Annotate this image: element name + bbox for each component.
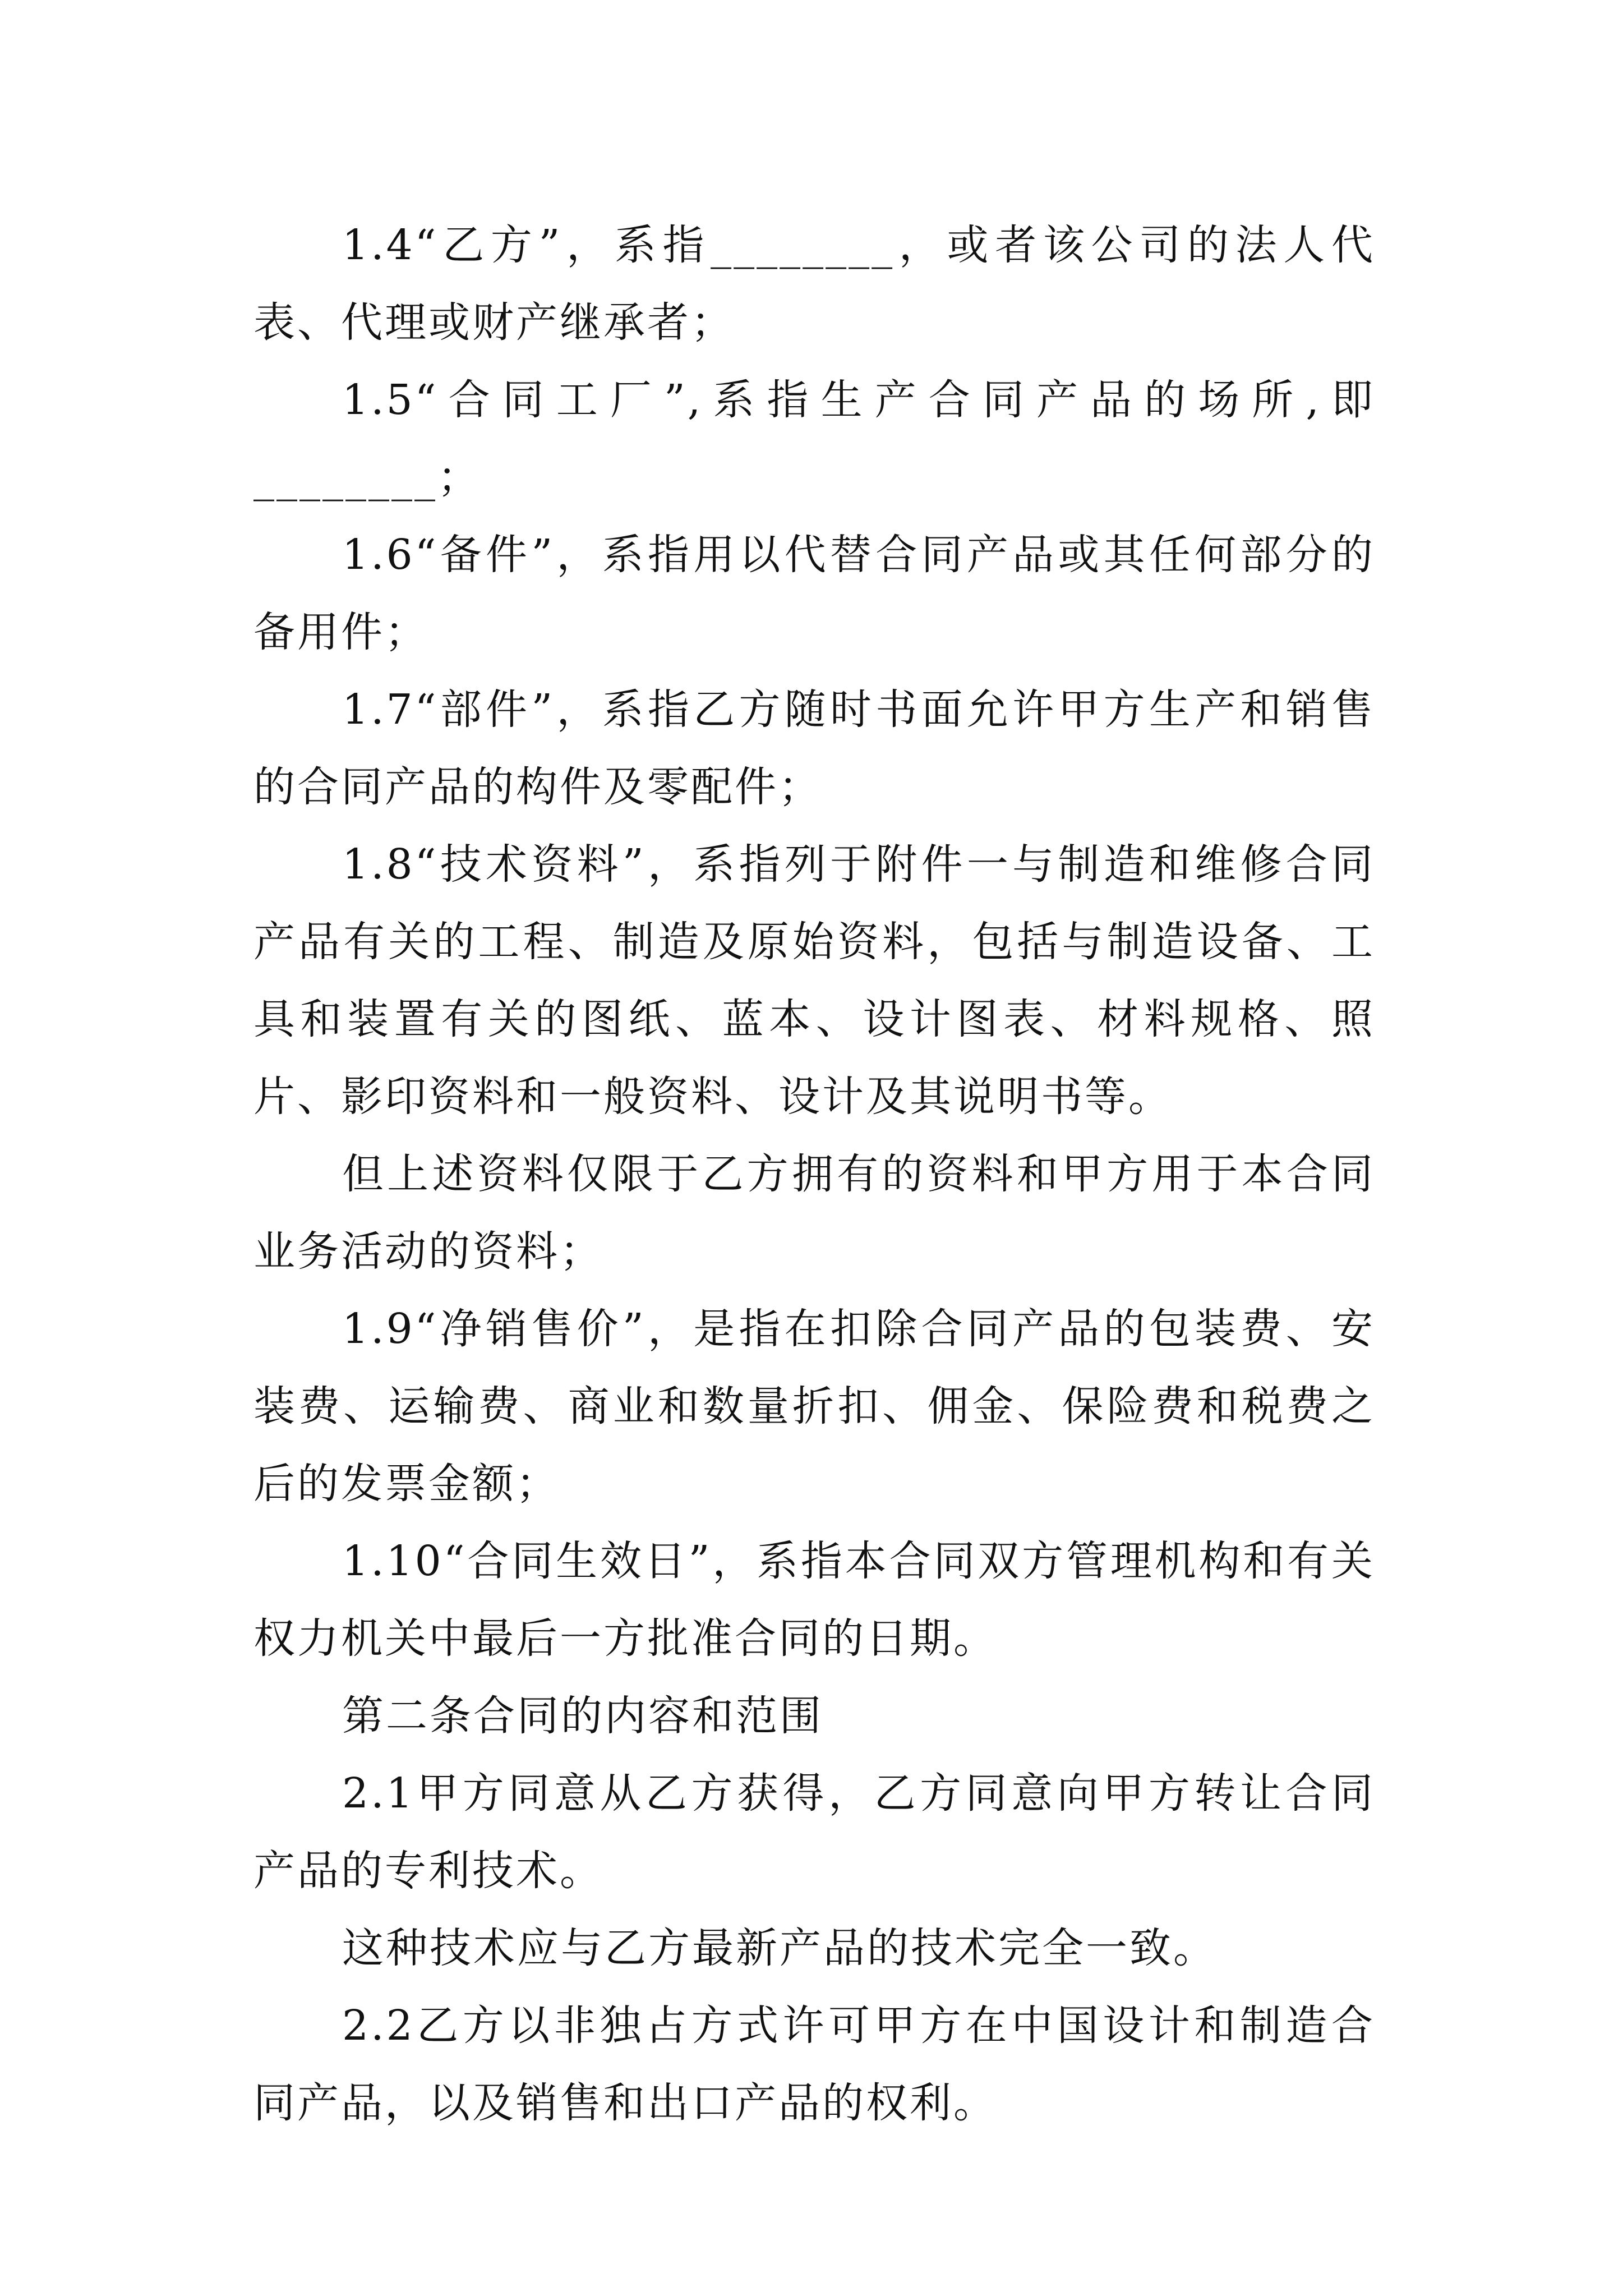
document-body — [253, 206, 1375, 2142]
clause-2-1: 2.1甲方同意从乙方获得，乙方同意向甲方转让合同产品的专利技术。 — [253, 1769, 1375, 1895]
clause-1-5: 1.5“合同工厂”,系指生产合同产品的场所,即________； — [253, 376, 1375, 501]
clause-1-8-note: 但上述资料仅限于乙方拥有的资料和甲方用于本合同业务活动的资料； — [253, 1150, 1375, 1276]
clause-2-1-note: 这种技术应与乙方最新产品的技术完全一致。 — [342, 1924, 1217, 1972]
clause-1-8: 1.8“技术资料”，系指列于附件一与制造和维修合同产品有关的工程、制造及原始资料，包括与制造设备、工具和装置有关的图纸、蓝本、设计图表、材料规格、照片、影印资料和一般资料、设计及其说明书等。 — [253, 840, 1375, 1121]
clause-2-2: 2.2乙方以非独占方式许可甲方在中国设计和制造合同产品，以及销售和出口产品的权利。 — [253, 2001, 1375, 2127]
clause-1-7: 1.7“部件”，系指乙方随时书面允许甲方生产和销售的合同产品的构件及零配件； — [253, 685, 1375, 811]
clause-1-6: 1.6“备件”，系指用以代替合同产品或其任何部分的备用件； — [253, 531, 1375, 656]
clause-1-9: 1.9“净销售价”，是指在扣除合同产品的包装费、安装费、运输费、商业和数量折扣、佣金、保险费和税费之后的发票金额； — [253, 1305, 1375, 1508]
clause-1-4: 1.4“乙方”，系指________，或者该公司的法人代表、代理或财产继承者； — [253, 221, 1375, 347]
article-2-heading: 第二条合同的内容和范围 — [342, 1692, 823, 1740]
clause-1-10: 1.10“合同生效日”，系指本合同双方管理机构和有关权力机关中最后一方批准合同的日期。 — [253, 1537, 1375, 1663]
